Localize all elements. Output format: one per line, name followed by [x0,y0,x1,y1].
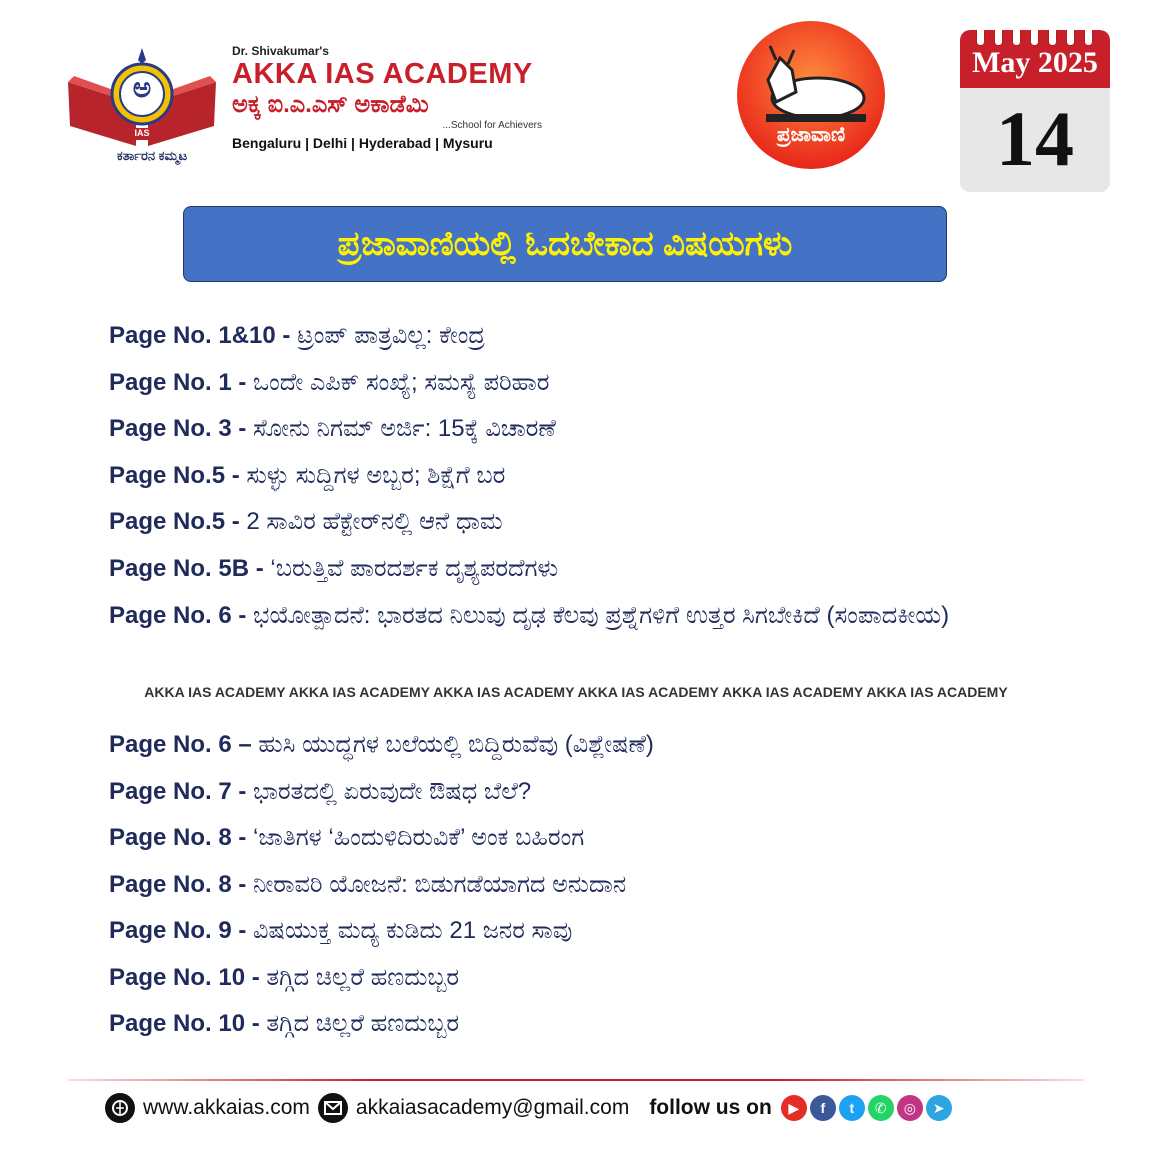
academy-wordmark [232,44,562,151]
page-number: Page No. 8 - [109,824,254,851]
email-icon [318,1093,348,1123]
globe-icon [105,1093,135,1123]
article-list-top [109,313,1109,634]
article-title: ಭಾರತದಲ್ಲಿ ಏರುವುದೇ ಔಷಧ ಬೆಲೆ? [253,777,532,805]
calendar-ring [1066,30,1075,46]
article-title: ಸುಳ್ಳು ಸುದ್ದಿಗಳ ಅಬ್ಬರ; ಶಿಕ್ಷೆಗೆ ಬರ [246,461,506,489]
article-title: ‘ಬರುತ್ತಿವೆ ಪಾರದರ್ಶಕ ದೃಶ್ಯಪರದೆಗಳು [270,554,559,582]
list-item [109,908,1109,955]
article-list-bottom [109,722,1109,1048]
academy-name-english: AKKA IAS ACADEMY [232,58,533,90]
calendar-ring [1030,30,1039,46]
calendar-ring [976,30,985,46]
article-title: ವಿಷಯುಕ್ತ ಮದ್ಯ ಕುಡಿದು 21 ಜನರ ಸಾವು [253,917,573,944]
list-item [109,862,1109,909]
instagram-icon[interactable]: ◎ [897,1095,923,1121]
article-title: ತಗ್ಗಿದ ಚಿಲ್ಲರೆ ಹಣದುಬ್ಬರ [266,963,460,991]
page-number: Page No. 8 - [109,870,254,898]
page-number: Page No. 9 - [109,917,254,944]
article-title: ತಗ್ಗಿದ ಚಿಲ್ಲರೆ ಹಣದುಬ್ಬರ [266,1010,460,1037]
article-title: ನೀರಾವರಿ ಯೋಜನೆ: ಬಿಡುಗಡೆಯಾಗದ ಅನುದಾನ [253,870,627,898]
website-link[interactable]: www.akkaias.com [143,1096,310,1119]
founder-name: Dr. Shivakumar's [232,44,329,58]
calendar-ring [1012,30,1021,46]
page-number: Page No. 3 - [109,415,254,442]
article-title: 2 ಸಾವಿರ ಹೆಕ್ಟೇರ್‌ನಲ್ಲಿ ಆನೆ ಧಾಮ [246,508,503,535]
page-number: Page No.5 - [109,461,247,489]
list-item [109,598,1029,634]
page-number: Page No. 5B - [109,554,271,582]
list-item [109,453,1109,500]
academy-name-kannada: ಅಕ್ಕ ಐ.ಎ.ಎಸ್ ಅಕಾಡೆಮಿ [232,91,429,118]
academy-cities: Bengaluru | Delhi | Hyderabad | Mysuru [232,135,493,151]
article-title: ಹುಸಿ ಯುದ್ಧಗಳ ಬಲೆಯಲ್ಲಿ ಬಿದ್ದಿರುವೆವು (ವಿಶ್ಲೇಷಣೆ) [258,731,654,758]
page-number: Page No. 1 - [109,368,254,396]
article-title: ಟ್ರಂಪ್ ಪಾತ್ರವಿಲ್ಲ: ಕೇಂದ್ರ [297,322,485,349]
page-number: Page No. 10 - [109,1010,267,1037]
article-title: ಸೋನು ನಿಗಮ್ ಅರ್ಜಿ: 15ಕ್ಕೆ ವಿಚಾರಣೆ [253,415,556,442]
academy-watermark-line: AKKA IAS ACADEMY AKKA IAS ACADEMY AKKA IAS ACADEMY AKKA IAS ACADEMY AKKA IAS ACADEMY AKKA IAS ACADEMY [144,684,1008,700]
telegram-icon[interactable]: ➤ [926,1095,952,1121]
article-title: ಭಯೋತ್ಪಾದನೆ: ಭಾರತದ ನಿಲುವು ದೃಢ ಕೆಲವು ಪ್ರಶ್ನೆಗಳಿಗೆ ಉತ್ತರ ಸಿಗಬೇಕಿದೆ (ಸಂಪಾದಕೀಯ) [253,602,950,629]
list-item [109,313,1109,360]
facebook-icon[interactable]: f [810,1095,836,1121]
page-number: Page No. 6 - [109,602,254,629]
email-link[interactable]: akkaiasacademy@gmail.com [355,1096,630,1119]
calendar-ring [1048,30,1057,46]
date-calendar [960,30,1110,192]
list-item [109,815,1109,862]
list-item [109,769,1109,816]
emblem-badge: IAS [134,128,150,138]
heading-banner [183,206,947,282]
follow-label: follow us on [649,1096,772,1119]
whatsapp-icon[interactable]: ✆ [868,1095,894,1121]
list-item [109,499,1109,546]
newspaper-badge [736,18,886,172]
youtube-icon[interactable]: ▶ [781,1095,807,1121]
academy-logo [62,42,222,170]
emblem-letter: ಅ [132,72,152,103]
footer-divider [68,1079,1084,1081]
page-title: ಪ್ರಜಾವಾಣಿಯಲ್ಲಿ ಓದಬೇಕಾದ ವಿಷಯಗಳು [337,224,793,263]
article-title: ‘ಜಾತಿಗಳ ‘ಹಿಂದುಳಿದಿರುವಿಕೆ’ ಅಂಕ ಬಹಿರಂಗ [253,824,585,851]
page-number: Page No. 7 - [109,777,254,805]
calendar-ring [1084,30,1093,46]
calendar-day: 14 [996,95,1074,182]
footer-contact-bar [105,1090,952,1126]
list-item [109,1001,1109,1048]
list-item [109,406,1109,453]
article-title: ಒಂದೇ ಎಪಿಕ್ ಸಂಖ್ಯೆ; ಸಮಸ್ಯೆ ಪರಿಹಾರ [253,368,550,396]
page-number: Page No. 10 - [109,963,267,991]
list-item [109,546,1109,593]
list-item [109,722,1109,769]
academy-tagline: ...School for Achievers [442,120,542,131]
list-item [109,360,1109,407]
list-item [109,955,1109,1002]
calendar-month-year: May 2025 [972,46,1098,79]
calendar-ring [994,30,1003,46]
newspaper-name: ಪ್ರಜಾವಾಣಿ [776,124,846,146]
page-number: Page No. 6 – [109,731,259,758]
page-number: Page No. 1&10 - [109,322,298,349]
twitter-icon[interactable]: t [839,1095,865,1121]
emblem-caption: ಕರ್ತಾರನ ಕಮ್ಮಟ [116,148,188,163]
newspaper-logo-icon [736,18,886,172]
page-number: Page No.5 - [109,508,247,535]
